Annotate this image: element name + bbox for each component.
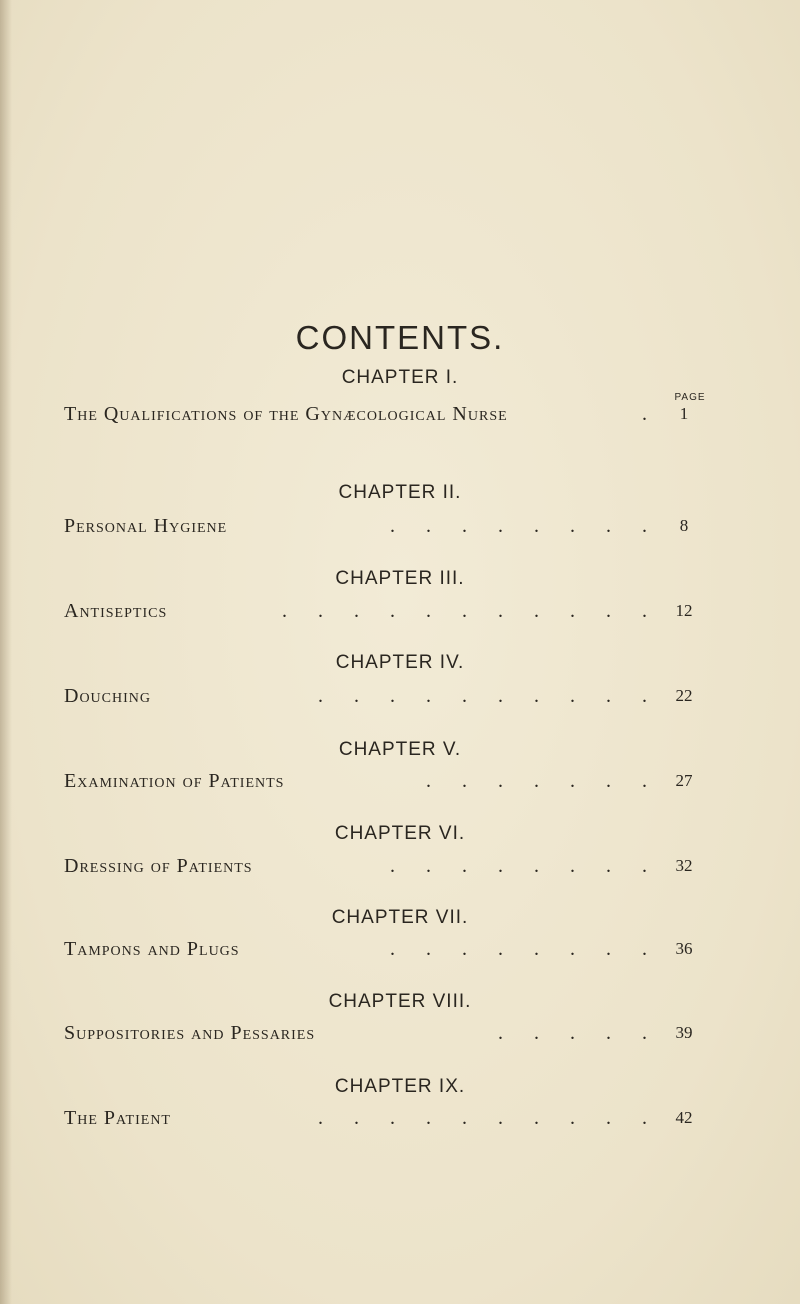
toc-entry-leader: . . . . . . . . . . — [318, 1107, 660, 1129]
toc-entry-title: Suppositories and Pessaries — [64, 1022, 316, 1044]
contents-title: CONTENTS. — [295, 319, 505, 356]
toc-entry-page-number: 1 — [679, 404, 689, 423]
toc-entry-6 — [64, 852, 704, 880]
chapter-heading-3: CHAPTER III. — [335, 568, 465, 589]
chapter-heading-5: CHAPTER V. — [338, 739, 462, 760]
toc-entry-9 — [64, 1104, 704, 1132]
page-gutter-shadow — [0, 0, 12, 1304]
toc-entry-3 — [64, 597, 704, 625]
toc-entry-page-number: 32 — [675, 856, 693, 875]
toc-entry-title: Personal Hygiene — [64, 515, 228, 537]
toc-entry-leader: . . . . . . . . — [390, 515, 660, 537]
toc-entry-2 — [64, 512, 704, 540]
toc-entry-title: Dressing of Patients — [64, 855, 253, 877]
toc-entry-title: The Patient — [64, 1107, 171, 1129]
toc-entry-leader: . . . . . . . — [426, 770, 660, 792]
toc-entry-title: Tampons and Plugs — [64, 938, 240, 960]
toc-entry-leader: . . . . . — [498, 1022, 660, 1044]
chapter-heading-4: CHAPTER IV. — [335, 652, 465, 673]
toc-entry-page-number: 42 — [675, 1108, 693, 1127]
toc-entry-page-number: 39 — [675, 1023, 693, 1042]
toc-entry-4 — [64, 682, 704, 710]
toc-entry-5 — [64, 767, 704, 795]
chapter-heading-1: CHAPTER I. — [341, 367, 459, 388]
toc-entry-leader: . . . . . . . . — [390, 855, 660, 877]
toc-entry-leader: . . . . . . . . . . — [318, 685, 660, 707]
toc-entry-page-number: 12 — [675, 601, 693, 620]
toc-entry-page-number: 27 — [675, 771, 693, 790]
chapter-heading-8: CHAPTER VIII. — [328, 991, 472, 1012]
toc-entry-leader: . — [642, 403, 660, 425]
toc-entry-page-number: 22 — [675, 686, 693, 705]
toc-entry-8 — [64, 1019, 704, 1047]
chapter-heading-9: CHAPTER IX. — [334, 1076, 466, 1097]
chapter-heading-6: CHAPTER VI. — [334, 823, 466, 844]
toc-entry-title: Examination of Patients — [64, 770, 285, 792]
toc-entry-leader: . . . . . . . . . . . — [282, 600, 660, 622]
toc-entry-7 — [64, 935, 704, 963]
toc-entry-leader: . . . . . . . . — [390, 938, 660, 960]
chapter-heading-2: CHAPTER II. — [338, 482, 462, 503]
toc-entry-title: The Qualifications of the Gynæcological Nurse — [64, 403, 508, 425]
toc-entry-page-number: 36 — [675, 939, 693, 958]
toc-entry-1 — [64, 400, 704, 428]
page-column-label: PAGE — [674, 392, 706, 403]
toc-entry-title: Douching — [64, 685, 151, 707]
toc-entry-page-number: 8 — [679, 516, 689, 535]
toc-entry-title: Antiseptics — [64, 600, 168, 622]
chapter-heading-7: CHAPTER VII. — [331, 907, 469, 928]
